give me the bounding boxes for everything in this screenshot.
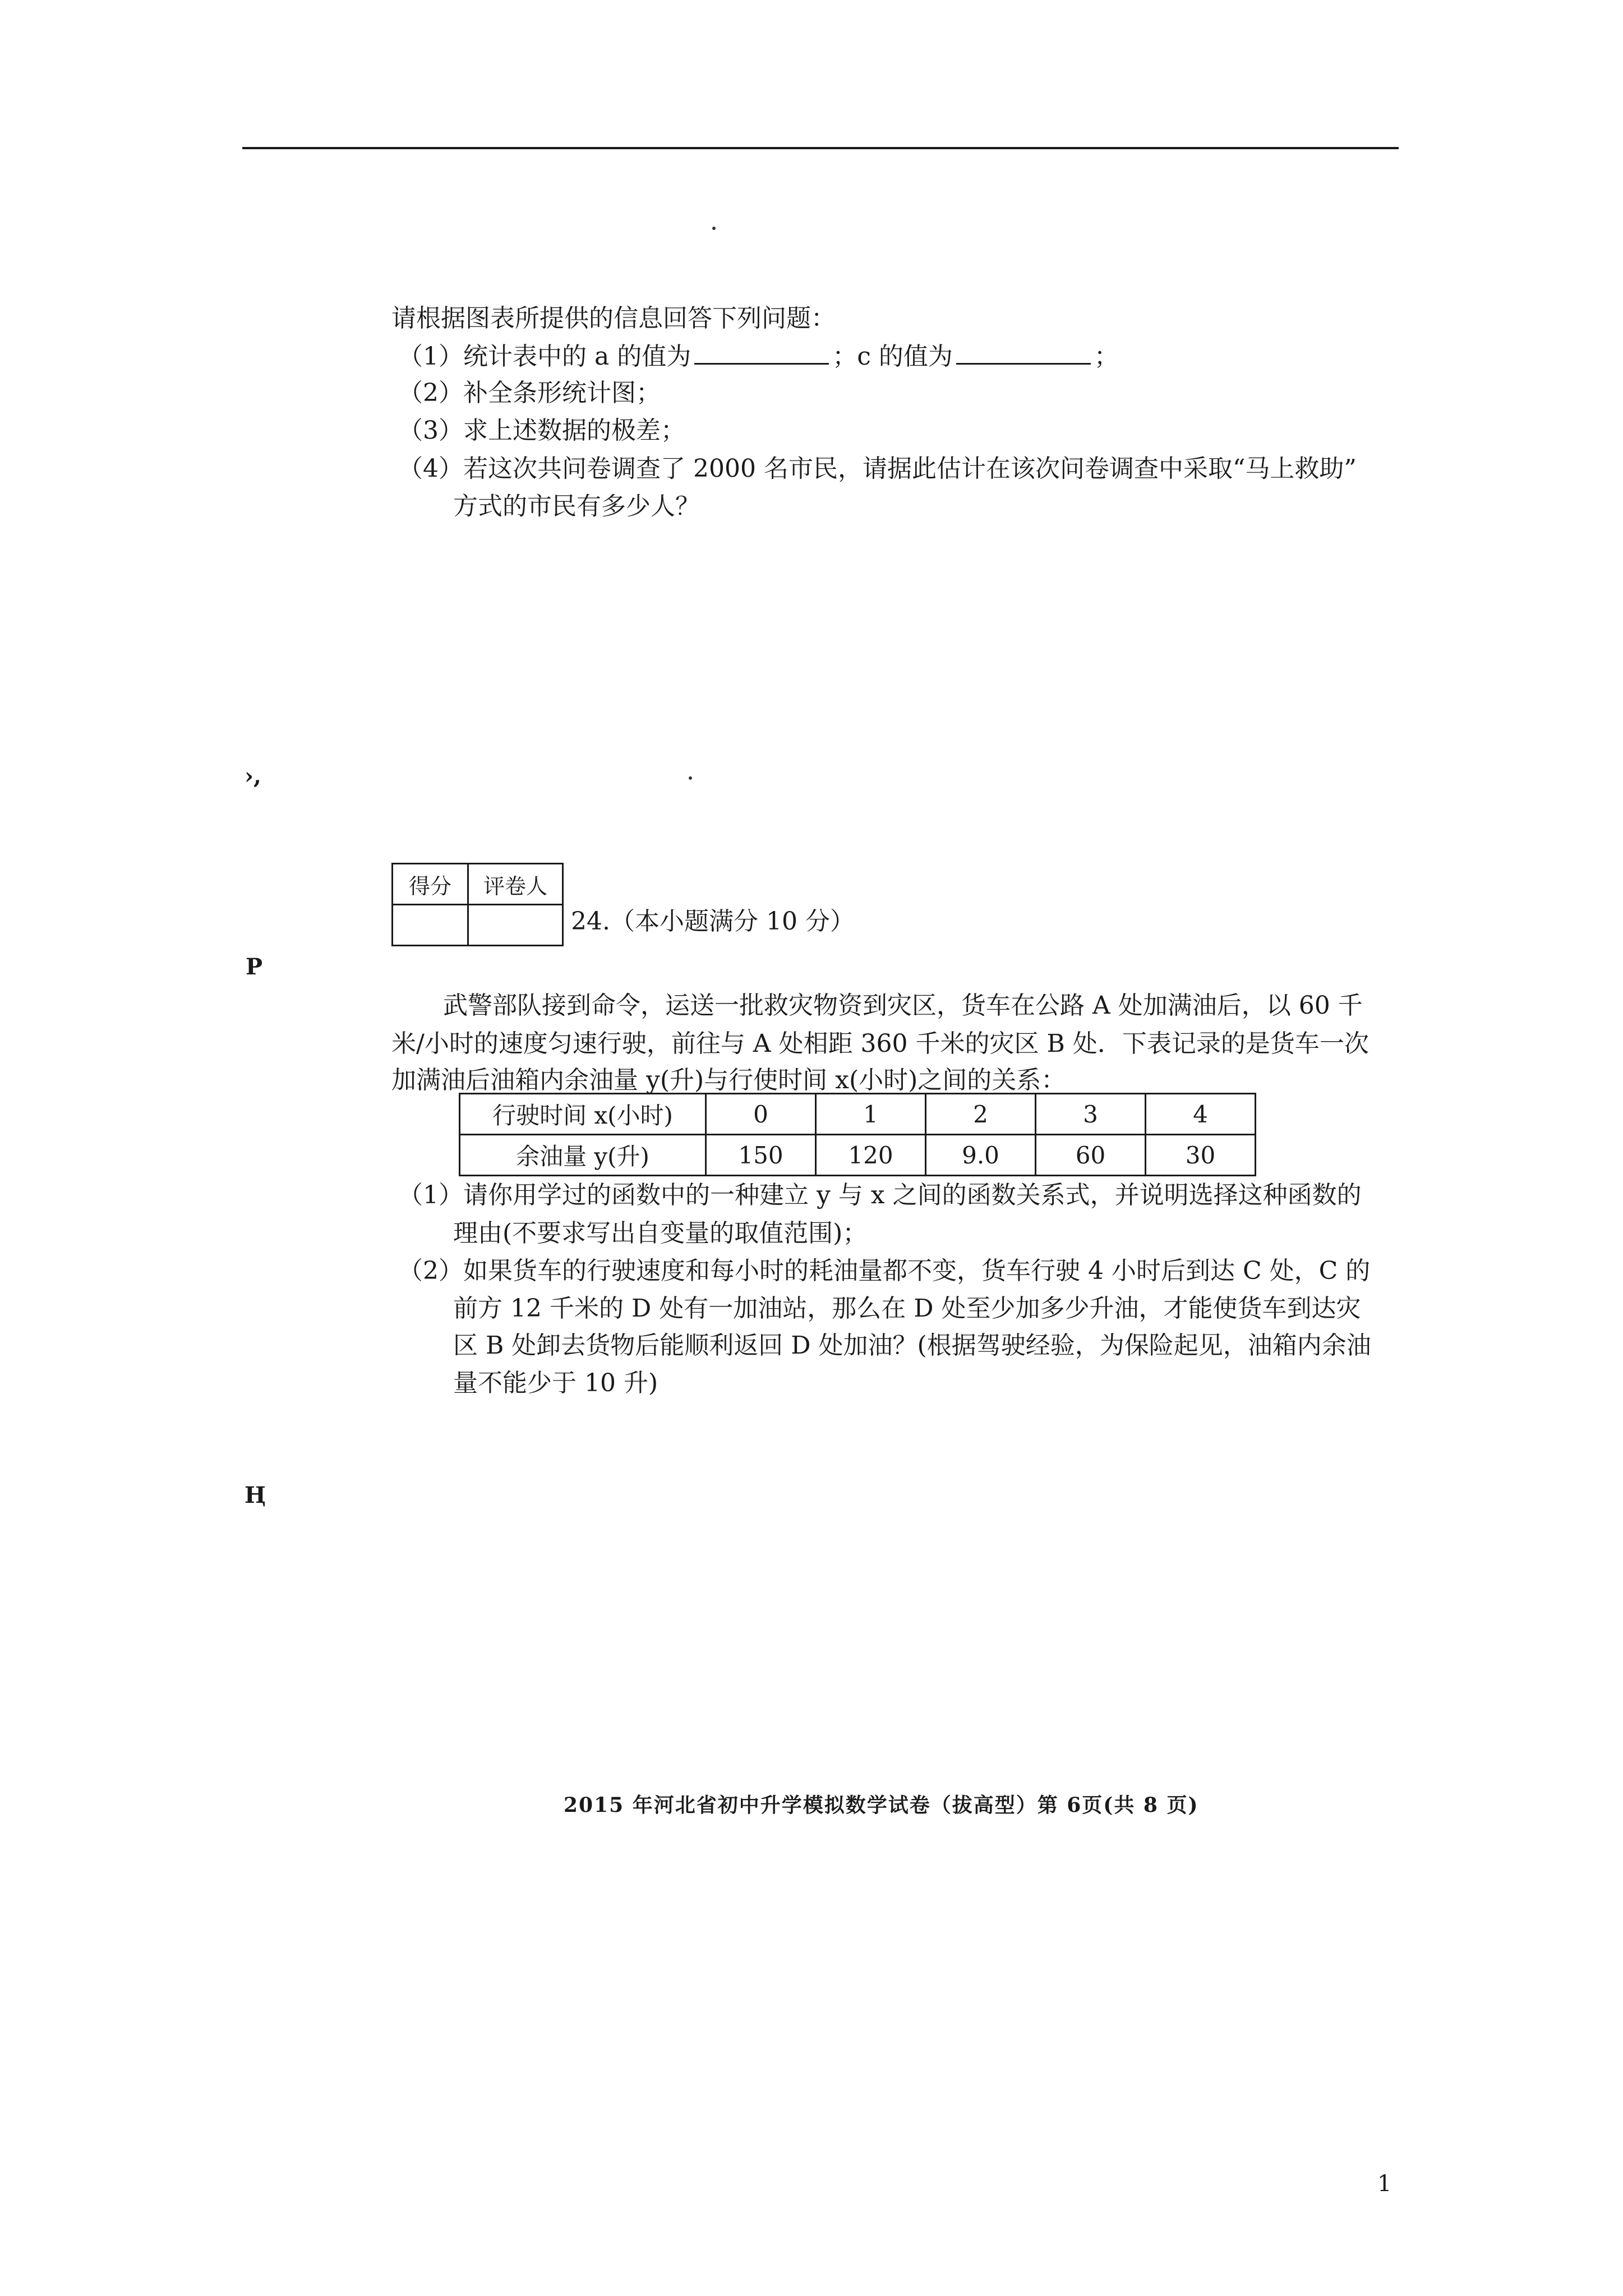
q23-part1 [398,338,1119,375]
q24-heading: 24.（本小题满分 10 分） [571,907,855,936]
table-cell: 150 [706,1135,816,1176]
grader-label: 评卷人 [468,864,563,905]
q23-part1-text-a: （1）统计表中的 a 的值为 [398,342,691,371]
q24-paragraph-line2: 米/小时的速度匀速行驶，前往与 A 处相距 360 千米的灾区 B 处．下表记录的是货车一次 [391,1029,1369,1058]
q24-sub2-line1: （2）如果货车的行驶速度和每小时的耗油量都不变，货车行驶 4 小时后到达 C 处，C 的 [398,1257,1371,1285]
table-row [460,1135,1256,1176]
grader-cell[interactable] [468,905,563,946]
answer-blank-c[interactable] [956,341,1091,365]
q23-part2: （2）补全条形统计图； [398,379,661,407]
table-cell: 3 [1036,1094,1146,1135]
fuel-table [459,1093,1256,1176]
score-cell[interactable] [393,905,468,946]
q24-sub2-line3: 区 B 处卸去货物后能顺利返回 D 处加油？(根据驾驶经验，为保险起见，油箱内余油 [453,1331,1371,1360]
margin-mark: ›, [245,763,261,789]
q24-paragraph-line1: 武警部队接到命令，运送一批救灾物资到灾区，货车在公路 A 处加满油后，以 60 千 [443,991,1363,1020]
q23-part4-line1: （4）若这次共问卷调查了 2000 名市民，请据此估计在该次问卷调查中采取“马上救助” [398,454,1357,483]
table-cell: 120 [816,1135,926,1176]
speck [689,776,692,780]
table-cell: 30 [1146,1135,1256,1176]
q23-part1-text-b: ；c 的值为 [832,342,953,371]
q23-part4-line2: 方式的市民有多少人？ [453,492,700,521]
q24-paragraph-line3: 加满油后油箱内余油量 y(升)与行使时间 x(小时)之间的关系： [391,1066,1066,1094]
table-cell: 4 [1146,1094,1256,1135]
q24-sub1-line2: 理由(不要求写出自变量的取值范围)； [453,1219,868,1248]
margin-mark: Ⱨ [245,1482,266,1508]
score-box [391,863,564,946]
margin-mark: P [246,954,263,980]
q24-sub2-line4: 量不能少于 10 升) [453,1369,658,1397]
answer-blank-a[interactable] [694,341,829,365]
score-label: 得分 [393,864,468,905]
row-header-time: 行驶时间 x(小时) [460,1094,706,1135]
table-row [460,1094,1256,1135]
q23-part1-text-c: ； [1094,342,1119,371]
table-cell: 1 [816,1094,926,1135]
q24-sub1-line1: （1）请你用学过的函数中的一种建立 y 与 x 之间的函数关系式，并说明选择这种函数的 [398,1181,1362,1209]
page-number: 1 [1377,2171,1392,2197]
table-cell: 60 [1036,1135,1146,1176]
row-header-fuel: 余油量 y(升) [460,1135,706,1176]
table-cell: 9.0 [926,1135,1036,1176]
top-rule [242,147,1399,149]
page-footer: 2015 年河北省初中升学模拟数学试卷（拔高型）第 6页(共 8 页) [564,1793,1199,1817]
table-cell: 2 [926,1094,1036,1135]
q23-part3: （3）求上述数据的极差； [398,416,685,445]
q24-sub2-line2: 前方 12 千米的 D 处有一加油站，那么在 D 处至少加多少升油，才能使货车到达灾 [453,1294,1361,1323]
intro-text: 请根据图表所提供的信息回答下列问题： [391,304,836,333]
speck [712,227,716,230]
table-cell: 0 [706,1094,816,1135]
